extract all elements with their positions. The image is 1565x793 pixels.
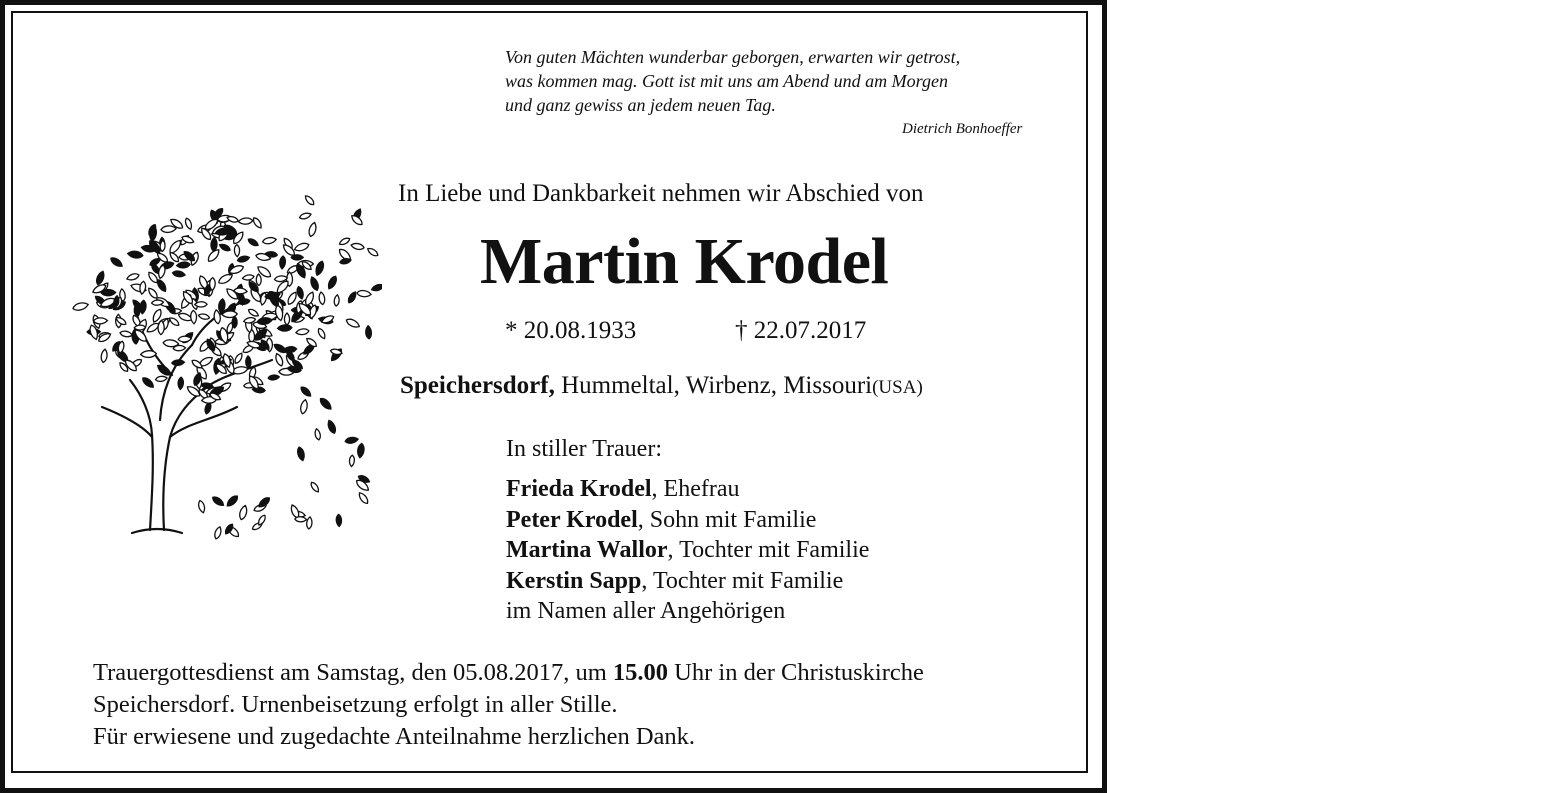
leaf-shape — [336, 514, 342, 526]
mourner-entry — [506, 535, 869, 566]
leaf-shape — [156, 278, 168, 293]
farewell-intro: In Liebe und Dankbarkeit nehmen wir Abschied von — [398, 180, 924, 207]
service-line-2: Speichersdorf. Urnenbeisetzung erfolgt in aller Stille. — [93, 691, 618, 718]
leaf-shape — [168, 316, 180, 327]
leaf-shape — [163, 339, 179, 347]
service-time: 15.00 — [612, 659, 669, 686]
service-line-1 — [93, 657, 924, 689]
leaf-shape — [317, 327, 327, 339]
leaf-shape — [197, 500, 206, 514]
mourner-name: Kerstin Sapp — [506, 567, 642, 594]
leaf-shape — [268, 375, 280, 381]
leaf-shape — [338, 237, 350, 247]
leaf-shape — [172, 270, 185, 278]
leaf-shape — [134, 325, 146, 330]
mourning-closing: im Namen aller Angehörigen — [506, 598, 786, 624]
mourners-list — [506, 474, 869, 627]
leaf-shape — [308, 222, 318, 238]
leaf-shape — [178, 336, 191, 342]
birth-date: * 20.08.1933 — [505, 317, 637, 344]
leaf-shape — [277, 325, 292, 332]
quote-line: Von guten Mächten wunderbar geborgen, erwarten wir getrost, — [505, 47, 961, 67]
leaf-shape — [72, 301, 89, 312]
leaf-shape — [366, 247, 379, 258]
mourning-heading: In stiller Trauer: — [506, 436, 662, 462]
leaf-shape — [295, 516, 307, 522]
leaf-shape — [293, 242, 309, 253]
places-line — [400, 372, 923, 400]
leaf-shape — [190, 310, 196, 324]
place-rest: Hummeltal, Wirbenz, Missouri — [554, 372, 873, 399]
leaf-shape — [304, 291, 316, 307]
leaf-shape — [140, 350, 156, 358]
service-date-text: Trauergottesdienst am Samstag, den 05.08.2017, um — [93, 659, 613, 686]
leaf-shape — [326, 419, 337, 434]
bonhoeffer-quote — [505, 45, 960, 117]
service-line-3: Für erwiesene und zugedachte Anteilnahme herzlichen Dank. — [93, 723, 696, 750]
leaf-shape — [155, 376, 167, 383]
leaf-shape — [326, 275, 338, 290]
leaf-shape — [247, 237, 259, 247]
leaf-shape — [93, 318, 107, 324]
service-location-text: Uhr in der Christuskirche — [668, 659, 924, 686]
mourner-name: Martina Wallor — [506, 537, 668, 563]
deceased-name: Martin Krodel — [480, 225, 889, 298]
leaf-shape — [242, 274, 254, 281]
leaf-shape — [225, 494, 239, 508]
quote-line: was kommen mag. Gott ist mit uns am Abend und am Morgen — [505, 71, 948, 91]
mourner-entry — [506, 505, 869, 536]
mourner-entry — [506, 566, 869, 597]
leaf-shape — [357, 443, 365, 458]
leaf-shape — [334, 295, 340, 307]
leaf-shape — [349, 455, 355, 467]
leaf-shape — [351, 242, 365, 250]
leaf-shape — [274, 353, 284, 367]
leaf-shape — [256, 274, 261, 286]
leaf-shape — [262, 236, 277, 244]
leaf-shape — [172, 359, 185, 365]
leaf-shape — [284, 313, 289, 325]
leaf-shape — [127, 250, 143, 259]
leaf-shape — [318, 396, 333, 411]
place-country: (USA) — [872, 377, 923, 398]
leaf-shape — [226, 215, 238, 223]
leaf-shape — [314, 260, 325, 276]
leaf-shape — [211, 237, 218, 251]
leaf-shape — [309, 481, 320, 493]
leaf-shape — [141, 376, 155, 390]
leaf-shape — [238, 505, 248, 521]
mourner-relation: , Ehefrau — [651, 476, 740, 502]
leaf-shape — [218, 243, 231, 253]
leaf-shape — [184, 217, 193, 230]
mourner-relation: , Sohn mit Familie — [637, 506, 817, 533]
leaf-shape — [120, 330, 133, 338]
leaf-shape — [365, 326, 372, 339]
leaf-shape — [178, 377, 184, 390]
leaf-shape — [299, 212, 312, 220]
leaf-shape — [252, 216, 263, 229]
leaf-shape — [211, 495, 225, 507]
leaf-shape — [100, 349, 108, 363]
leaf-shape — [168, 238, 183, 255]
mourner-entry — [506, 474, 869, 505]
leaf-shape — [109, 256, 124, 269]
quote-author: Dietrich Bonhoeffer — [902, 121, 1023, 137]
leaf-shape — [279, 256, 286, 269]
service-notice — [93, 657, 924, 753]
leaf-shape — [291, 255, 303, 260]
leaf-shape — [309, 276, 320, 292]
leaf-shape — [95, 270, 106, 285]
leaf-shape — [357, 290, 372, 298]
leaf-shape — [247, 308, 259, 318]
leaf-shape — [299, 399, 308, 414]
leaf-shape — [245, 356, 251, 368]
leaf-shape — [195, 302, 207, 307]
leaf-shape — [299, 385, 312, 398]
leaf-shape — [213, 526, 222, 540]
mourner-relation: , Tochter mit Familie — [667, 537, 870, 563]
leaf-shape — [286, 291, 298, 306]
leaf-shape — [345, 317, 361, 329]
leaf-shape — [161, 225, 177, 233]
leaf-shape — [237, 255, 250, 263]
leaf-shape — [238, 218, 253, 225]
windblown-tree-icon — [72, 175, 382, 545]
leaf-shape — [198, 313, 210, 320]
quote-line: und ganz gewiss an jedem neuen Tag. — [505, 95, 776, 115]
leaf-shape — [296, 446, 305, 461]
leaf-shape — [314, 428, 321, 440]
leaf-shape — [209, 278, 215, 291]
leaf-shape — [234, 245, 240, 257]
leaf-shape — [176, 262, 190, 269]
leaf-shape — [357, 491, 369, 505]
leaf-shape — [306, 517, 312, 530]
leaf-shape — [345, 436, 359, 444]
leaf-shape — [304, 194, 316, 206]
leaf-shape — [233, 352, 243, 365]
leaf-shape — [296, 328, 310, 335]
place-main: Speichersdorf, — [400, 372, 555, 399]
mourner-name: Frieda Krodel — [506, 476, 652, 502]
leaf-shape — [347, 291, 358, 304]
leaf-shape — [232, 316, 237, 328]
leaf-shape — [339, 258, 351, 265]
leaf-shape — [139, 281, 146, 295]
leaf-shape — [296, 286, 305, 300]
mourner-relation: , Tochter mit Familie — [641, 567, 844, 594]
mourner-name: Peter Krodel — [506, 506, 638, 533]
leaf-shape — [371, 283, 382, 292]
leaf-shape — [257, 514, 267, 526]
leaf-shape — [157, 265, 166, 280]
leaf-shape — [318, 292, 325, 305]
death-date: † 22.07.2017 — [735, 317, 867, 344]
leaf-shape — [126, 272, 140, 281]
